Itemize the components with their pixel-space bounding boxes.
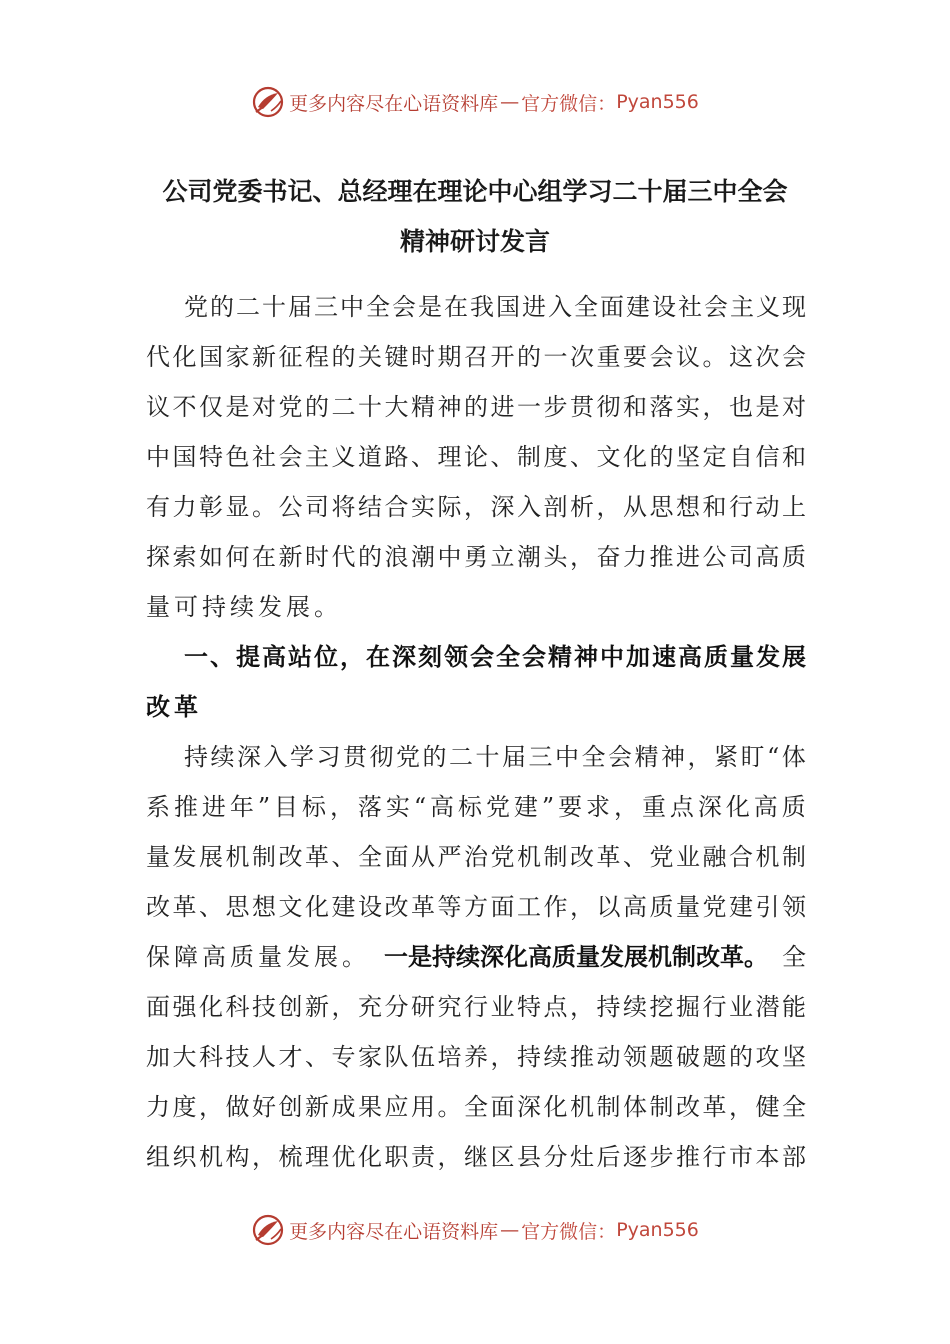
pen-logo-icon	[251, 85, 285, 119]
banner-brand-text: 更多内容尽在心语资料库	[289, 1220, 499, 1243]
pen-logo-icon	[251, 1213, 285, 1247]
paragraph-2-line-5-text: 保障高质量发展。	[146, 943, 370, 971]
paragraph-1-line-7: 量可持续发展。	[146, 593, 342, 621]
banner-brand-text: 更多内容尽在心语资料库	[289, 92, 499, 115]
paragraph-2-line-4: 改 革 、 思 想 文 化 建 设 改 革 等 方 面 工 作 ， 以 高 质 量 党 建 引 领	[146, 893, 806, 921]
paragraph-2-line-5-tail: 全	[782, 943, 806, 971]
banner-dash: —	[500, 1219, 520, 1241]
paragraph-1-line-6: 探 索 如 何 在 新 时 代 的 浪 潮 中 勇 立 潮 头 ， 奋 力 推 进 公 司 高 质	[146, 543, 806, 571]
banner-dash: —	[500, 91, 520, 113]
document-title-line-1: 公司党委书记、总经理在理论中心组学习二十届三中全会	[162, 177, 788, 206]
paragraph-1-line-4: 中 国 特 色 社 会 主 义 道 路 、 理 论 、 制 度 、 文 化 的 坚 定 自 信 和	[146, 443, 806, 471]
paragraph-2-line-7: 加 大 科 技 人 才 、 专 家 队 伍 培 养 ， 持 续 推 动 领 题 破 题 的 攻 坚	[146, 1043, 806, 1071]
paragraph-2-line-5	[146, 940, 806, 974]
banner-wechat-label: 官方微信：	[521, 1220, 617, 1243]
footer-banner	[0, 1210, 950, 1250]
banner-wechat-id: Pyan556	[616, 91, 699, 113]
paragraph-1-line-5: 有 力 彰 显 。 公 司 将 结 合 实 际 ， 深 入 剖 析 ， 从 思 想 和 行 动 上	[146, 493, 806, 521]
key-point-1-bold: 一是持续深化高质量发展机制改革。	[384, 943, 768, 971]
section-heading-1-line-2: 改革	[146, 693, 202, 721]
paragraph-2-line-3: 量 发 展 机 制 改 革 、 全 面 从 严 治 党 机 制 改 革 、 党 业 融 合 机 制	[146, 843, 806, 871]
paragraph-2-line-1: 持 续 深 入 学 习 贯 彻 党 的 二 十 届 三 中 全 会 精 神 ， 紧 盯 “ 体	[184, 743, 806, 771]
paragraph-2-line-8: 力 度 ， 做 好 创 新 成 果 应 用 。 全 面 深 化 机 制 体 制 改 革 ， 健 全	[146, 1093, 806, 1121]
paragraph-2-line-2: 系 推 进 年 ” 目 标 ， 落 实 “ 高 标 党 建 ” 要 求 ， 重 点 深 化 高 质	[146, 793, 806, 821]
section-heading-1-line-1: 一 、 提 高 站 位 ， 在 深 刻 领 会 全 会 精 神 中 加 速 高 质 量 发 展	[184, 643, 806, 671]
paragraph-1-line-1: 党 的 二 十 届 三 中 全 会 是 在 我 国 进 入 全 面 建 设 社 会 主 义 现	[184, 293, 806, 321]
banner-wechat-id: Pyan556	[616, 1219, 699, 1241]
document-title-line-2: 精神研讨发言	[399, 227, 550, 256]
header-banner	[0, 82, 950, 122]
paragraph-1-line-3: 议 不 仅 是 对 党 的 二 十 大 精 神 的 进 一 步 贯 彻 和 落 实 ， 也 是 对	[146, 393, 806, 421]
paragraph-1-line-2: 代 化 国 家 新 征 程 的 关 键 时 期 召 开 的 一 次 重 要 会 议 。 这 次 会	[146, 343, 806, 371]
banner-wechat-label: 官方微信：	[521, 92, 617, 115]
paragraph-2-line-9: 组 织 机 构 ， 梳 理 优 化 职 责 ， 继 区 县 分 灶 后 逐 步 推 行 市 本 部	[146, 1143, 806, 1171]
paragraph-2-line-6: 面 强 化 科 技 创 新 ， 充 分 研 究 行 业 特 点 ， 持 续 挖 掘 行 业 潜 能	[146, 993, 806, 1021]
